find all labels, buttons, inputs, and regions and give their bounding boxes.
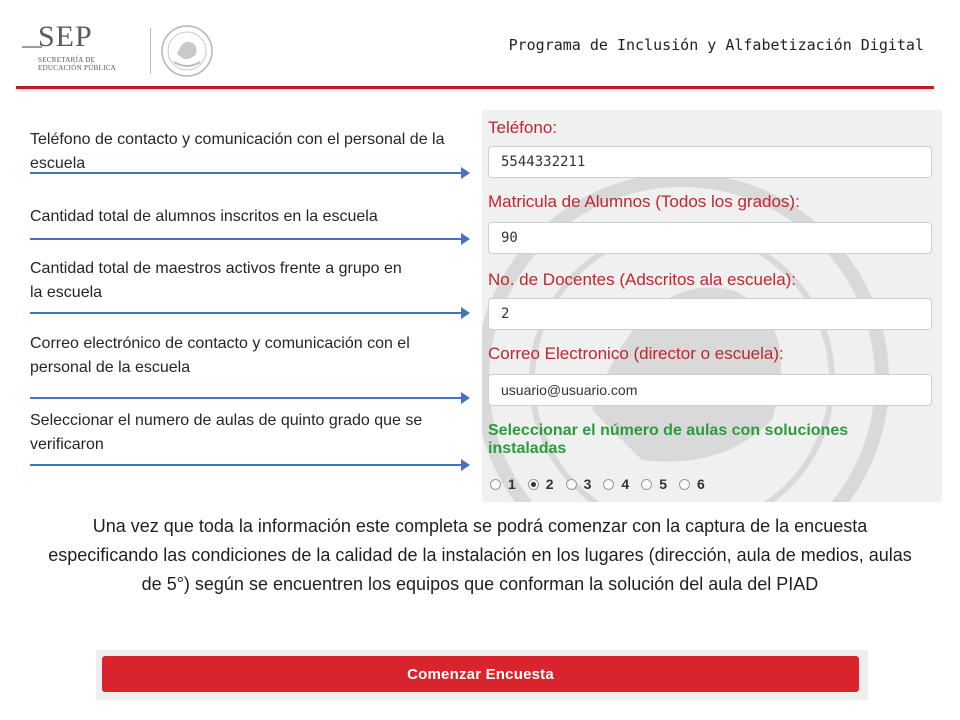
arrow-teachers xyxy=(30,312,464,314)
radio-button-selected[interactable] xyxy=(528,479,539,490)
radio-button[interactable] xyxy=(566,479,577,490)
email-input[interactable]: usuario@usuario.com xyxy=(488,374,932,406)
email-label: Correo Electronico (director o escuela): xyxy=(488,344,784,363)
radio-button[interactable] xyxy=(490,479,501,490)
classroom-option-3[interactable] xyxy=(566,476,592,492)
instructions-paragraph: Una vez que toda la información este completa se podrá comenzar con la captura de la encuesta especificando las condiciones de la calidad de la instalación en los lugares (dirección, aula de medios, aulas de 5°) según se encuentren los equipos que conforman la solución del aula del PIAD xyxy=(48,516,912,594)
arrow-email xyxy=(30,397,464,399)
teachers-label: No. de Docentes (Adscritos ala escuela): xyxy=(488,270,797,289)
description-teachers: Cantidad total de maestros activos frente a grupo en la escuela xyxy=(30,260,402,301)
school-data-form xyxy=(482,110,942,502)
radio-label: 6 xyxy=(696,476,705,492)
logo-subtitle: SECRETARÍA DE EDUCACIÓN PÚBLICA xyxy=(38,56,117,72)
phone-label: Teléfono: xyxy=(488,118,557,137)
radio-button[interactable] xyxy=(641,479,652,490)
arrow-phone xyxy=(30,172,464,174)
enrollment-label: Matricula de Alumnos (Todos los grados): xyxy=(488,192,800,211)
classroom-option-6[interactable] xyxy=(679,476,705,492)
arrow-enrollment xyxy=(30,238,464,240)
header-rule xyxy=(16,86,934,89)
description-classrooms: Seleccionar el numero de aulas de quinto grado que se verificaron xyxy=(30,412,423,453)
classroom-option-2[interactable] xyxy=(528,476,554,492)
classroom-option-4[interactable] xyxy=(603,476,629,492)
description-email: Correo electrónico de contacto y comunicación con el personal de la escuela xyxy=(30,335,410,376)
teachers-input[interactable]: 2 xyxy=(488,298,932,330)
sep-logo xyxy=(18,12,198,72)
logo-divider xyxy=(150,28,151,74)
radio-label: 2 xyxy=(545,476,554,492)
arrow-classrooms xyxy=(30,464,464,466)
description-phone: Teléfono de contacto y comunicación con el personal de la escuela xyxy=(30,131,445,172)
classrooms-label: Seleccionar el número de aulas con soluciones instaladas xyxy=(488,422,849,457)
radio-label: 1 xyxy=(508,476,516,492)
classroom-radio-group xyxy=(490,474,717,494)
start-survey-button[interactable]: Comenzar Encuesta xyxy=(102,656,859,692)
radio-label: 5 xyxy=(659,476,667,492)
logo-text: SEP xyxy=(38,20,93,53)
national-seal-icon xyxy=(160,24,214,78)
classroom-option-1[interactable] xyxy=(490,476,516,492)
description-enrollment: Cantidad total de alumnos inscritos en la escuela xyxy=(30,208,378,225)
radio-button[interactable] xyxy=(679,479,690,490)
program-title: Programa de Inclusión y Alfabetización Digital xyxy=(508,36,924,54)
enrollment-input[interactable]: 90 xyxy=(488,222,932,254)
start-survey-container xyxy=(96,650,868,700)
radio-label: 3 xyxy=(583,476,592,492)
phone-input[interactable]: 5544332211 xyxy=(488,146,932,178)
classroom-option-5[interactable] xyxy=(641,476,667,492)
radio-button[interactable] xyxy=(603,479,614,490)
radio-label: 4 xyxy=(621,476,630,492)
